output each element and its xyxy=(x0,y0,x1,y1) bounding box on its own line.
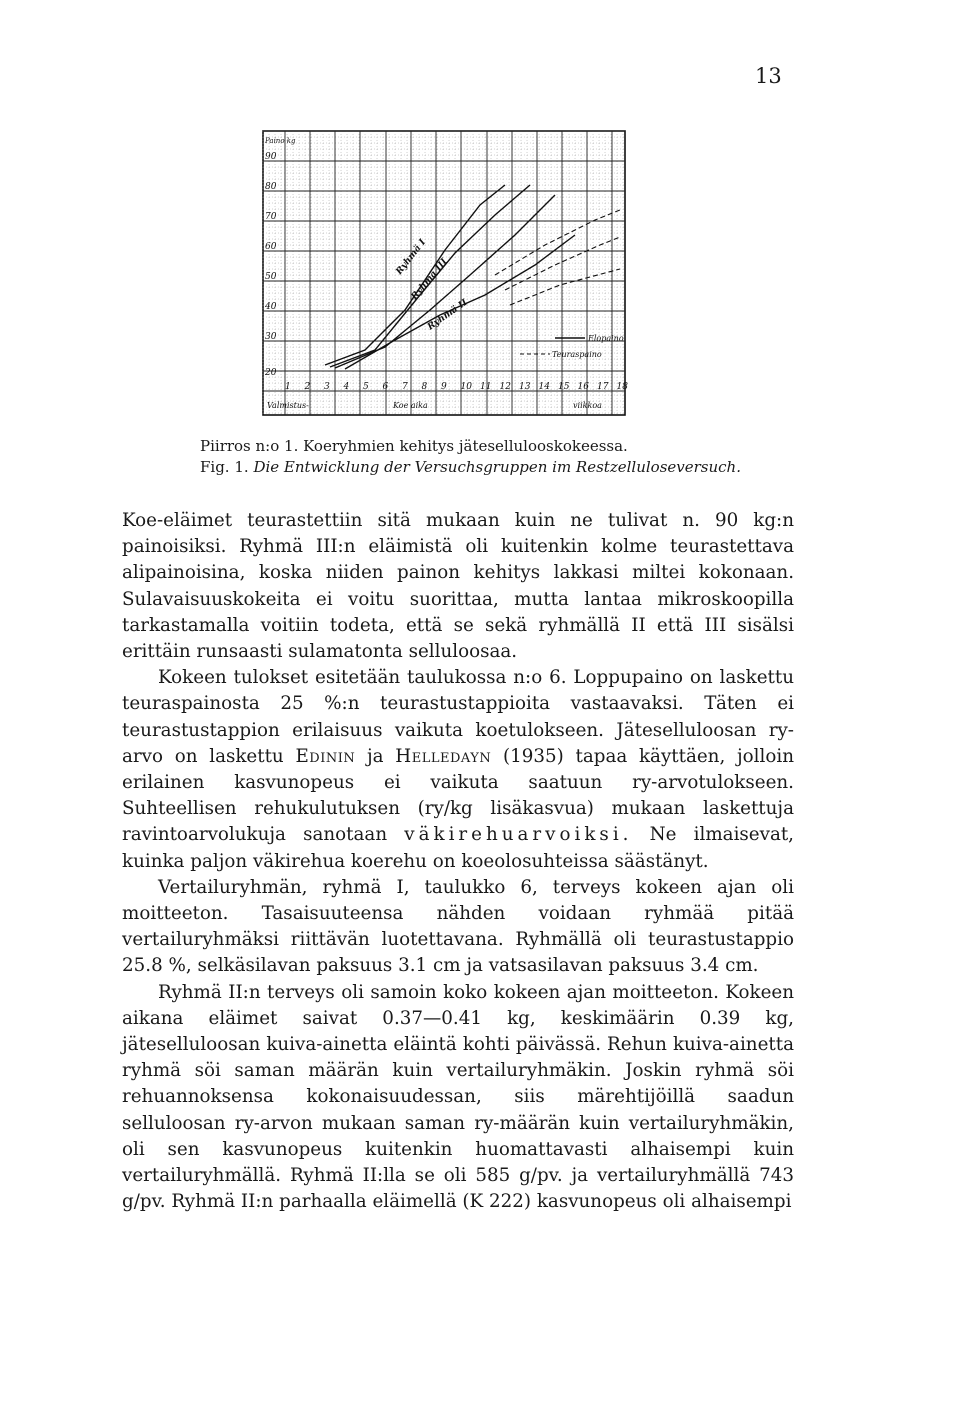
caption-figure-number: Fig. 1. xyxy=(200,458,249,476)
x-tick-label: 18 xyxy=(616,382,628,392)
group-label: Ryhmä III xyxy=(409,257,450,302)
paragraph-2-end: Ne ilmaisevat, kuinka paljon väkirehua koerehu on koeolosuhteissa säästänyt. xyxy=(122,824,794,872)
paragraph-2-middle: (1935) tapaa käyttäen, jolloin erilainen kasvunopeus ei vaikuta saatuun ry-arvotulokseen. Suhteellisen rehukulutuksen (ry/kg lisäkasvua) mukaan laskettuja ravintoarvolukuja sanotaan xyxy=(122,745,794,846)
x-tick-label: 12 xyxy=(499,382,511,392)
y-tick-label: 70 xyxy=(265,212,277,222)
x-tick-label: 10 xyxy=(460,382,472,392)
growth-line xyxy=(325,185,505,365)
group-label: Ryhmä I xyxy=(394,237,429,277)
paragraph-4: Ryhmä II:n terveys oli samoin koko kokeen ajan moitteeton. Kokeen aikana eläimet saivat 0.37—0.41 kg, keskimäärin 0.39 kg, jäteselluloosan kuiva-ainetta eläintä kohti päivässä. Rehun kuiva-ainetta ryhmä söi saman määrän kuin vertailuryhmäkin. Joskin ryhmä söi rehuannoksensa kokonaisuudessan, siis märehtijöillä saadun selluloosan ry-arvon mukaan saman ry-määrän kuin vertailuryhmäkin, oli sen kasvunopeus kuitenkin huomattavasti alhaisempi kuin vertailuryhmällä. Ryhmä II:lla se oli 585 g/pv. ja vertailuryhmällä 743 g/pv. Ryhmä II:n parhaalla eläimellä (K 222) kasvunopeus oli alhaisempi xyxy=(122,981,794,1213)
page-number: 13 xyxy=(755,64,782,88)
growth-chart-figure xyxy=(255,125,630,430)
paragraph-2 xyxy=(122,665,794,875)
x-label-valmistus: Valmistus- xyxy=(267,401,309,410)
x-tick-label: 5 xyxy=(363,382,369,392)
figure-caption-finnish: Piirros n:o 1. Koeryhmien kehitys jätesellulooskokeessa. xyxy=(200,437,628,455)
y-axis-unit: Paino kg xyxy=(265,137,296,145)
author-helleday: Helledayn xyxy=(395,745,492,767)
y-tick-label: 90 xyxy=(265,152,277,162)
figure-caption-german xyxy=(200,458,741,476)
paragraph-3: Vertailuryhmän, ryhmä I, taulukko 6, terveys kokeen ajan oli moitteeton. Tasaisuuteensa nähden voidaan ryhmää pitää vertailuryhmäksi riittävän luotettavana. Ryhmällä oli teurastustappio 25.8 %, selkäsilavan paksuus 3.1 cm ja vatsasilavan paksuus 3.4 cm. xyxy=(122,876,794,977)
x-tick-label: 6 xyxy=(382,382,389,392)
y-tick-label: 50 xyxy=(265,272,277,282)
caption-german-text: Die Entwicklung der Versuchsgruppen im Restzelluloseversuch. xyxy=(253,458,741,476)
chart-frame xyxy=(263,131,625,415)
x-tick-label: 2 xyxy=(304,382,311,392)
legend-elopaino: Elopaino xyxy=(588,334,624,343)
y-tick-label: 30 xyxy=(265,332,277,342)
slaughter-weight-line xyxy=(510,269,620,305)
x-tick-label: 8 xyxy=(421,382,428,392)
x-tick-label: 4 xyxy=(343,382,350,392)
legend-teuraspaino: Teuraspaino xyxy=(552,350,602,359)
y-tick-label: 40 xyxy=(265,302,277,312)
x-label-koeaika: Koe aika xyxy=(393,401,428,410)
x-tick-label: 7 xyxy=(402,382,408,392)
x-tick-label: 1 xyxy=(285,382,291,392)
x-tick-label: 15 xyxy=(558,382,570,392)
term-vakirehuarvo: väkirehuarvoiksi. xyxy=(404,824,633,846)
y-tick-label: 80 xyxy=(265,182,277,192)
growth-chart xyxy=(255,125,630,430)
x-tick-label: 9 xyxy=(441,382,447,392)
group-label: Ryhmä II xyxy=(425,297,470,333)
slaughter-weight-line xyxy=(495,210,620,275)
author-edin: Edinin xyxy=(295,745,356,767)
paragraph-1: Koe-eläimet teurastettiin sitä mukaan kuin ne tulivat n. 90 kg:n painoisiksi. Ryhmä III:n eläimistä oli kuitenkin kolme teurastettava alipainoisina, koska niiden painon kehitys lakkasi miltei kokonaan. Sulavaisuuskokeita ei voitu suorittaa, mutta lantaa mikroskoopilla tarkastamalla voitiin todeta, että se sekä ryhmällä II että III sisälsi erittäin runsaasti sulamatonta selluloosaa. xyxy=(122,510,794,663)
body-text xyxy=(122,508,794,1215)
x-tick-label: 3 xyxy=(324,382,330,392)
y-tick-label: 20 xyxy=(265,368,277,378)
y-tick-label: 60 xyxy=(265,242,277,252)
conjunction: ja xyxy=(366,745,384,767)
x-tick-label: 14 xyxy=(538,382,550,392)
x-tick-label: 13 xyxy=(519,382,531,392)
x-label-viikkoa: viikkoa xyxy=(573,401,602,410)
x-tick-label: 11 xyxy=(480,382,492,392)
paragraph-2-start: Kokeen tulokset esitetään taulukossa n:o 6. Loppupaino on laskettu teuraspainosta 25 %:n teurastustappioita vastaavaksi. Täten ei teurastustappion erilaisuus vaikuta koetulokseen. Jäteselluloosan ry-arvo on laskettu xyxy=(122,667,794,767)
x-tick-label: 16 xyxy=(577,382,589,392)
x-tick-label: 17 xyxy=(597,382,609,392)
